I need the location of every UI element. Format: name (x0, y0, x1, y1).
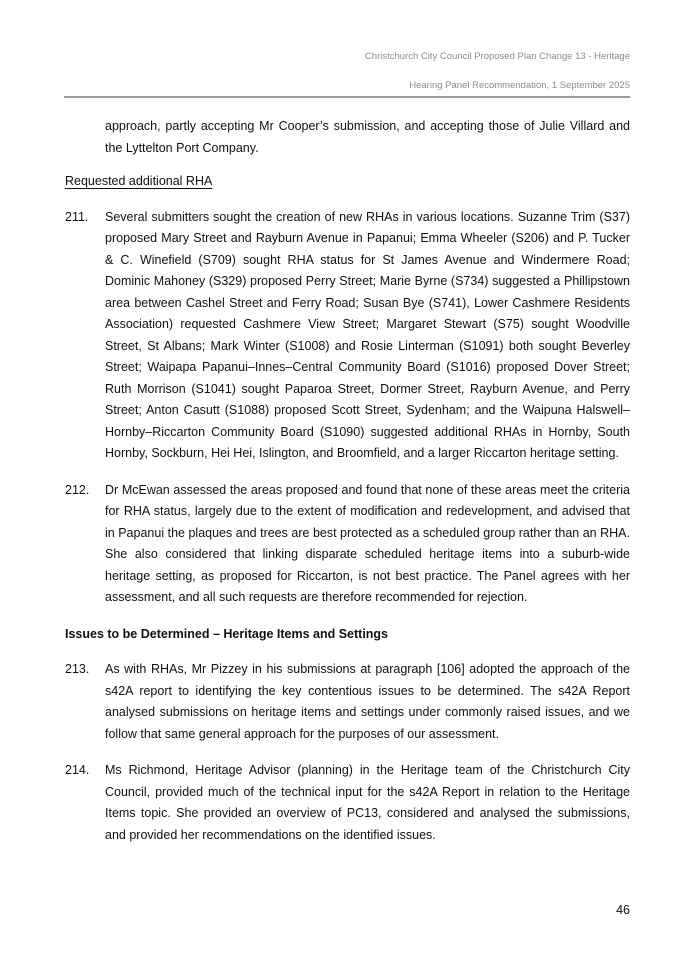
document-body (65, 116, 630, 861)
paragraph-213 (65, 659, 630, 745)
page-header (64, 51, 630, 92)
paragraph-text: Several submitters sought the creation of new RHAs in various locations. Suzanne Trim (S37) proposed Mary Street and Rayburn Avenue in Papanui; Emma Wheeler (S206) and P. Tucker & C. Winefield (S709) sought RHA status for St James Avenue and Windermere Road; Dominic Mahoney (S329) proposed Perry Street; Marie Byrne (S734) suggested a Phillipstown area between Cashel Street and Ferry Road; Susan Bye (S741), Lower Cashmere Residents Association) requested Cashmere View Street; Margaret Stewart (S75) sought Woodville Street, St Albans; Mark Winter (S1008) and Rosie Linterman (S1091) both sought Beverley Street; Waipapa Papanui–Innes–Central Community Board (S1016) proposed Dover Street; Ruth Morrison (S1041) sought Paparoa Street, Dormer Street, Rayburn Avenue, and Perry Street; Anton Casutt (S1088) proposed Scott Street, Sydenham; and the Waipuna Halswell–Hornby–Riccarton Community Board (S1090) suggested additional RHAs in Hornby, South Hornby, Sockburn, Hei Hei, Islington, and Broomfield, and a larger Riccarton heritage setting. (105, 209, 630, 460)
header-divider-rule (64, 96, 630, 98)
section-heading-issues-to-be-determined: Issues to be Determined – Heritage Items and Settings (65, 626, 389, 641)
section-heading-requested-additional-rha: Requested additional RHA (65, 174, 213, 188)
paragraph-number: 214. (65, 763, 90, 777)
paragraph-211 (65, 207, 630, 465)
paragraph-number: 211. (65, 209, 89, 224)
intro-continuation-paragraph: approach, partly accepting Mr Cooper’s submission, and accepting those of Julie Villard and the Lyttelton Port Company. (105, 119, 630, 155)
paragraph-214 (65, 760, 630, 846)
paragraph-text: As with RHAs, Mr Pizzey in his submissions at paragraph [106] adopted the approach of the s42A report to identifying the key contentious issues to be determined. The s42A Report analysed submissions on heritage items and settings under commonly raised issues, and we follow that same general approach for the purposes of our assessment. (105, 662, 630, 741)
header-document-title: Christchurch City Council Proposed Plan Change 13 - Heritage (364, 51, 630, 62)
paragraph-number: 212. (65, 482, 90, 497)
paragraph-212 (65, 480, 630, 609)
header-document-subtitle: Hearing Panel Recommendation, 1 September 2025 (409, 80, 630, 91)
paragraph-number: 213. (65, 662, 90, 676)
paragraph-text: Dr McEwan assessed the areas proposed and found that none of these areas meet the criteria for RHA status, largely due to the extent of modification and redevelopment, and advised that in Papanui the plaques and trees are best protected as a scheduled group rather than an RHA. She also considered that linking disparate scheduled heritage items into a suburb-wide heritage setting, as proposed for Riccarton, is not best practice. The Panel agrees with her assessment, and all such requests are therefore recommended for rejection. (105, 482, 630, 604)
page-number: 46 (616, 903, 630, 917)
paragraph-text: Ms Richmond, Heritage Advisor (planning) in the Heritage team of the Christchurch City Council, provided much of the technical input for the s42A Report in relation to the Heritage Items topic. She provided an overview of PC13, considered and analysed the submissions, and provided her recommendations on the identified issues. (105, 763, 630, 842)
